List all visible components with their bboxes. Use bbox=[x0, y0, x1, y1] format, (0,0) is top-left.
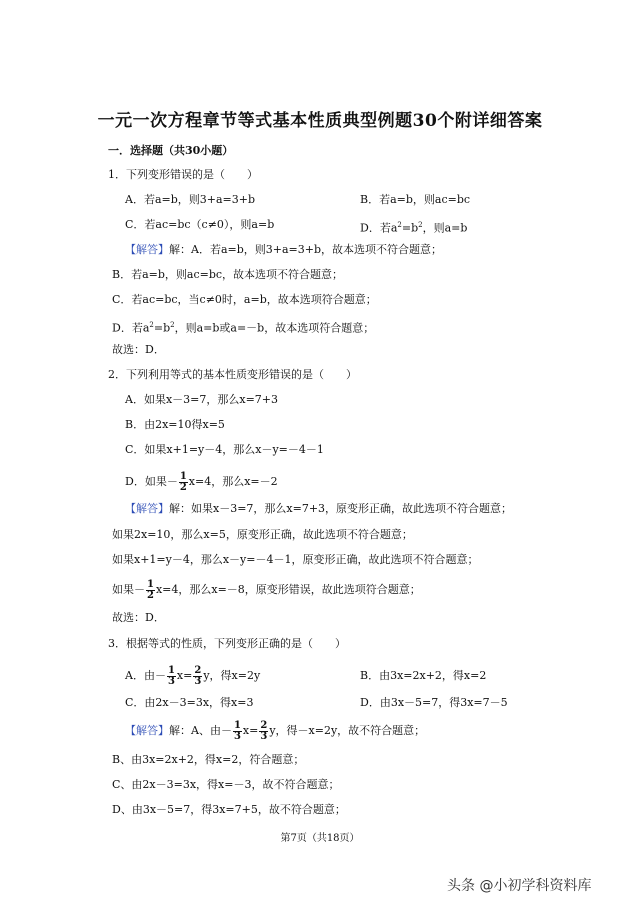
q2-answer-line-1: 【解答】解：如果x－3=7，那么x=7+3，原变形正确，故此选项不符合题意； bbox=[125, 502, 513, 515]
fraction: $\frac{1}{3}$ bbox=[167, 664, 175, 687]
fraction: $\frac{1}{2}$ bbox=[147, 578, 154, 601]
answer-tag: 【解答】 bbox=[125, 243, 169, 256]
fraction: $\frac{2}{3}$ bbox=[194, 664, 202, 687]
q1-answer-line-2: B．若a=b，则ac=bc，故本选项不符合题意； bbox=[112, 268, 344, 281]
watermark: 头条 @小初学科资料库 bbox=[447, 878, 592, 894]
q1-stem: 1．下列变形错误的是（ ） bbox=[108, 168, 258, 181]
q2-answer-line-2: 如果2x=10，那么x=5，原变形正确，故此选项不符合题意； bbox=[112, 528, 413, 541]
q2-answer-line-5: 故选：D． bbox=[112, 611, 165, 624]
q1-answer-line-3: C．若ac=bc，当c≠0时，a=b，故本选项符合题意； bbox=[112, 293, 377, 306]
q3-answer-line-4: D、由3x－5=7，得3x=7+5，故不符合题意； bbox=[112, 803, 346, 816]
q3-answer-line-1: 【解答】解：A、由－ $\frac{1}{3}$ x= $\frac{2}{3}$ y，得－x=2y，故不符合题意； bbox=[125, 719, 426, 742]
q1-option-b: B．若a=b，则ac=bc bbox=[360, 193, 471, 206]
q2-option-d: D．如果－ $\frac{1}{2}$ x=4，那么x=－2 bbox=[125, 470, 278, 493]
q1-answer-line-4: D．若$a^2=b^2$，则a=b或a=－b，故本选项符合题意； bbox=[112, 321, 375, 335]
section-heading: 一．选择题（共30小题） bbox=[108, 144, 234, 157]
q3-stem: 3．根据等式的性质，下列变形正确的是（ ） bbox=[108, 637, 346, 650]
fraction: $\frac{2}{3}$ bbox=[260, 719, 268, 742]
q3-option-c: C．由2x－3=3x，得x=3 bbox=[125, 696, 254, 709]
answer-tag: 【解答】 bbox=[125, 724, 169, 737]
page-title: 一元一次方程章节等式基本性质典型例题30个附详细答案 bbox=[97, 111, 543, 131]
q1-answer-line-1: 【解答】解：A．若a=b，则3+a=3+b，故本选项不符合题意； bbox=[125, 243, 443, 256]
q3-option-d: D．由3x－5=7，得3x=7－5 bbox=[360, 696, 508, 709]
fraction: $\frac{1}{3}$ bbox=[233, 719, 241, 742]
page-footer: 第7页（共18页） bbox=[280, 833, 360, 844]
q3-answer-line-2: B、由3x=2x+2，得x=2，符合题意； bbox=[112, 753, 305, 766]
q1-option-c: C．若ac=bc（c≠0），则a=b bbox=[125, 218, 275, 231]
q2-stem: 2．下列利用等式的基本性质变形错误的是（ ） bbox=[108, 368, 357, 381]
q2-answer-line-3: 如果x+1=y－4，那么x－y=－4－1，原变形正确，故此选项不符合题意； bbox=[112, 553, 479, 566]
q3-answer-line-3: C、由2x－3=3x，得x=－3，故不符合题意； bbox=[112, 778, 340, 791]
q3-option-a: A．由－ $\frac{1}{3}$ x= $\frac{2}{3}$ y，得x=2y bbox=[125, 664, 261, 687]
q1-option-d: D．若$a^2=b^2$，则a=b bbox=[360, 221, 468, 235]
q2-option-c: C．如果x+1=y－4，那么x－y=－4－1 bbox=[125, 443, 324, 456]
q1-answer-line-5: 故选：D． bbox=[112, 343, 165, 356]
q2-option-a: A．如果x－3=7，那么x=7+3 bbox=[125, 393, 278, 406]
q2-answer-line-4: 如果－ $\frac{1}{2}$ x=4，那么x=－8，原变形错误，故此选项符合题意； bbox=[112, 578, 421, 601]
q2-option-b: B．由2x=10得x=5 bbox=[125, 418, 225, 431]
q1-option-a: A．若a=b，则3+a=3+b bbox=[125, 193, 256, 206]
fraction: $\frac{1}{2}$ bbox=[179, 470, 187, 493]
answer-tag: 【解答】 bbox=[125, 502, 169, 515]
q3-option-b: B．由3x=2x+2，得x=2 bbox=[360, 669, 487, 682]
